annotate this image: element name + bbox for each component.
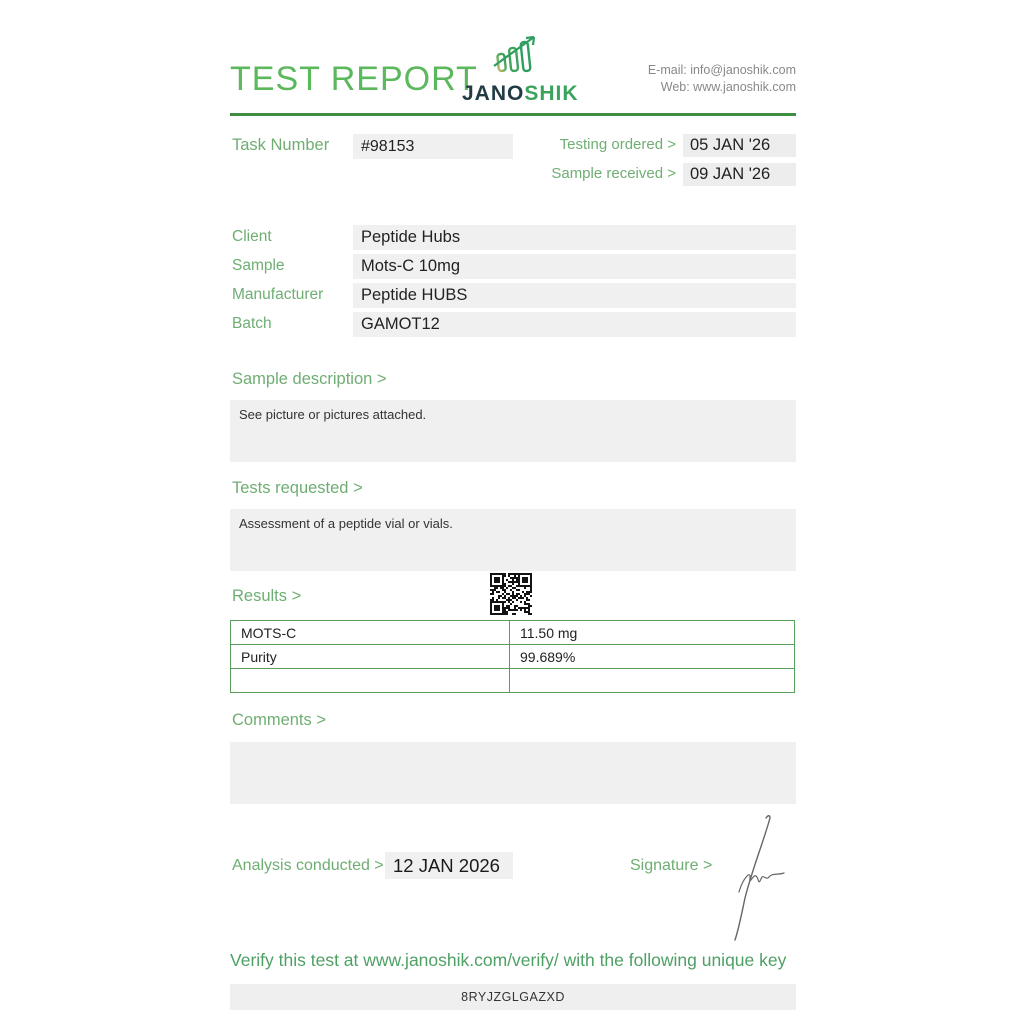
manufacturer-value: Peptide HUBS [353, 283, 796, 308]
sample-description-label: Sample description > [232, 370, 387, 388]
report-content [230, 0, 796, 1024]
logo-wordmark [462, 82, 579, 106]
sample-received-label: Sample received > [551, 165, 676, 182]
task-number-label: Task Number [232, 136, 330, 154]
testing-ordered-label: Testing ordered > [559, 136, 676, 153]
page-title: TEST REPORT [230, 60, 478, 98]
contact-web: Web: www.janoshik.com [660, 80, 796, 94]
analysis-conducted-label: Analysis conducted > [232, 857, 384, 874]
result-name: Purity [231, 645, 510, 669]
result-name: MOTS-C [231, 621, 510, 645]
manufacturer-row [230, 282, 796, 311]
table-row [231, 645, 795, 669]
client-value: Peptide Hubs [353, 225, 796, 250]
logo-jano: JANO [462, 82, 525, 105]
logo-shik: SHIK [524, 82, 579, 105]
testing-ordered-date: 05 JAN '26 [683, 134, 796, 157]
sample-info-fields [230, 224, 796, 340]
tests-requested-label: Tests requested > [232, 479, 363, 497]
unique-key: 8RYJZGLGAZXD [230, 984, 796, 1010]
batch-row [230, 311, 796, 340]
sample-row [230, 253, 796, 282]
testing-ordered-row [516, 134, 796, 158]
sample-value: Mots-C 10mg [353, 254, 796, 279]
tests-requested-box: Assessment of a peptide vial or vials. [230, 509, 796, 571]
result-name [231, 669, 510, 693]
client-row [230, 224, 796, 253]
result-value: 99.689% [510, 645, 795, 669]
qr-code [488, 571, 534, 617]
verify-instruction: Verify this test at www.janoshik.com/verify/ with the following unique key [230, 950, 787, 970]
results-table [230, 620, 795, 693]
client-label: Client [232, 228, 272, 245]
table-row [231, 621, 795, 645]
sample-label: Sample [232, 257, 285, 274]
comments-label: Comments > [232, 711, 326, 729]
result-value: 11.50 mg [510, 621, 795, 645]
contact-email: E-mail: info@janoshik.com [647, 63, 796, 77]
result-value [510, 669, 795, 693]
janoshik-logo [462, 33, 579, 106]
contact-info [648, 62, 796, 96]
signature-scribble [702, 812, 792, 944]
signature-label: Signature > [630, 857, 713, 874]
header-divider [230, 113, 796, 116]
sample-received-date: 09 JAN '26 [683, 163, 796, 186]
batch-value: GAMOT12 [353, 312, 796, 337]
comments-box [230, 742, 796, 804]
sample-received-row [516, 163, 796, 187]
table-row [231, 669, 795, 693]
bar-chart-growth-icon [488, 33, 542, 75]
batch-label: Batch [232, 315, 272, 332]
analysis-date: 12 JAN 2026 [385, 852, 513, 879]
results-label: Results > [232, 587, 302, 605]
manufacturer-label: Manufacturer [232, 286, 324, 303]
sample-description-box: See picture or pictures attached. [230, 400, 796, 462]
task-number-value: #98153 [353, 134, 513, 159]
